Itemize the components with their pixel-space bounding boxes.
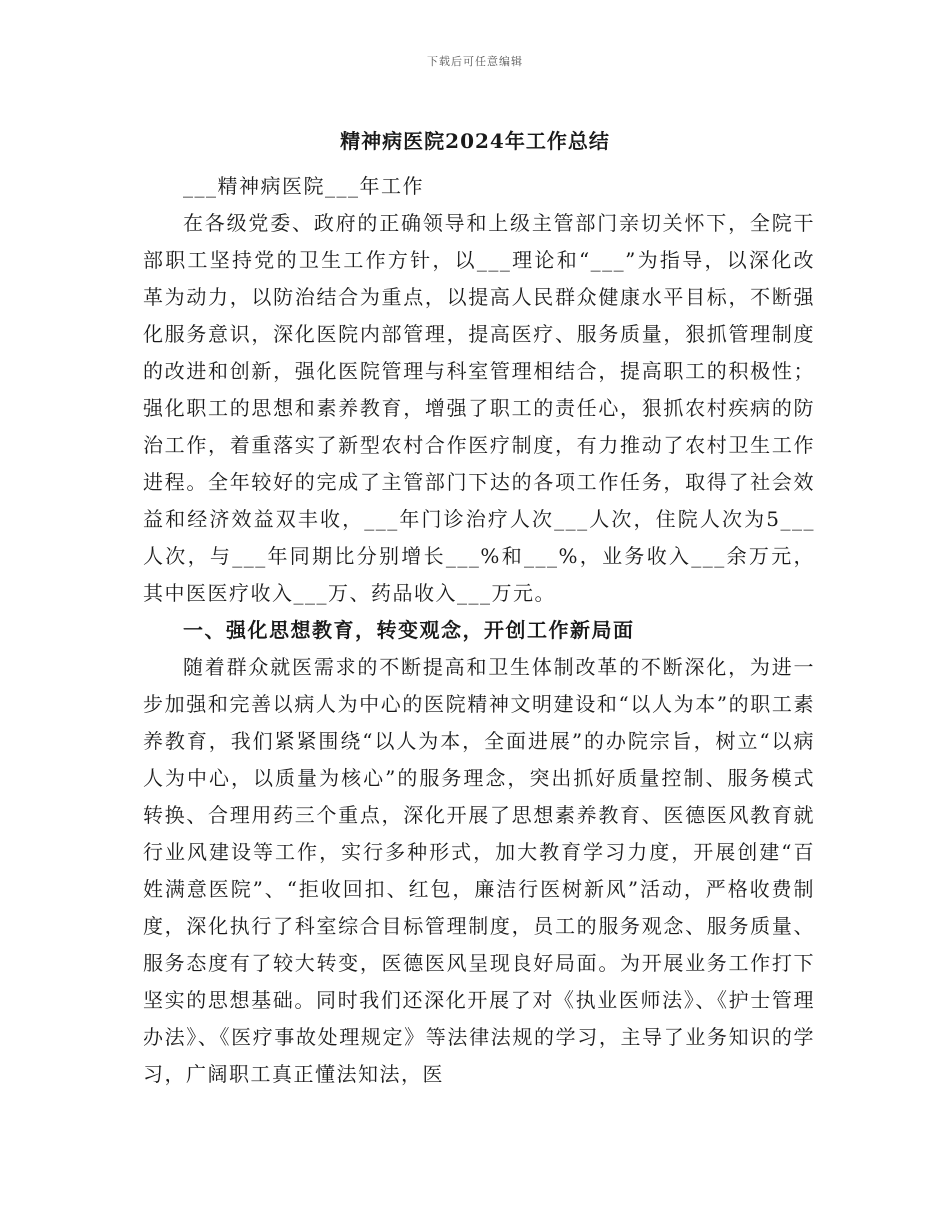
subtitle-paragraph: ___精神病医院___年工作 [183,174,424,198]
section-heading: 一、强化思想教育，转变观念，开创工作新局面 [183,618,635,642]
document-title: 精神病医院2024年工作总结 [340,129,610,153]
page-header-note: 下载后可任意编辑 [427,55,523,68]
section-paragraph: 随着群众就医需求的不断提高和卫生体制改革的不断深化，为进一步加强和完善以病人为中心的医院精神文明建设和“以人为本”的职工素养教育，我们紧紧围绕“以人为本，全面进展”的办院宗旨，树立“以病人为中心，以质量为核心”的服务理念，突出抓好质量控制、服务模式转换、合理用药三个重点，深化开展了思想素养教育、医德医风教育就行业风建设等工作，实行多种形式，加大教育学习力度，开展创建“百姓满意医院”、“拒收回扣、红包，廉洁行医树新风”活动，严格收费制度，深化执行了科室综合目标管理制度，员工的服务观念、服务质量、服务态度有了较大转变，医德医风呈现良好局面。为开展业务工作打下坚实的思想基础。同时我们还深化开展了对《执业医师法》、《护士管理办法》、《医疗事故处理规定》等法律法规的学习，主导了业务知识的学习，广阔职工真正懂法知法，医 [143,655,815,1086]
document-body [143,168,815,1093]
intro-paragraph: 在各级党委、政府的正确领导和上级主管部门亲切关怀下，全院干部职工坚持党的卫生工作方针，以___理论和“___”为指导，以深化改革为动力，以防治结合为重点，以提高人民群众健康水平目标，不断强化服务意识，深化医院内部管理，提高医疗、服务质量，狠抓管理制度的改进和创新，强化医院管理与科室管理相结合，提高职工的积极性；强化职工的思想和素养教育，增强了职工的责任心，狠抓农村疾病的防治工作，着重落实了新型农村合作医疗制度，有力推动了农村卫生工作进程。全年较好的完成了主管部门下达的各项工作任务，取得了社会效益和经济效益双丰收，___年门诊治疗人次___人次，住院人次为5___人次，与___年同期比分别增长___%和___%，业务收入___余万元，其中医医疗收入___万、药品收入___万元。 [143,211,815,605]
